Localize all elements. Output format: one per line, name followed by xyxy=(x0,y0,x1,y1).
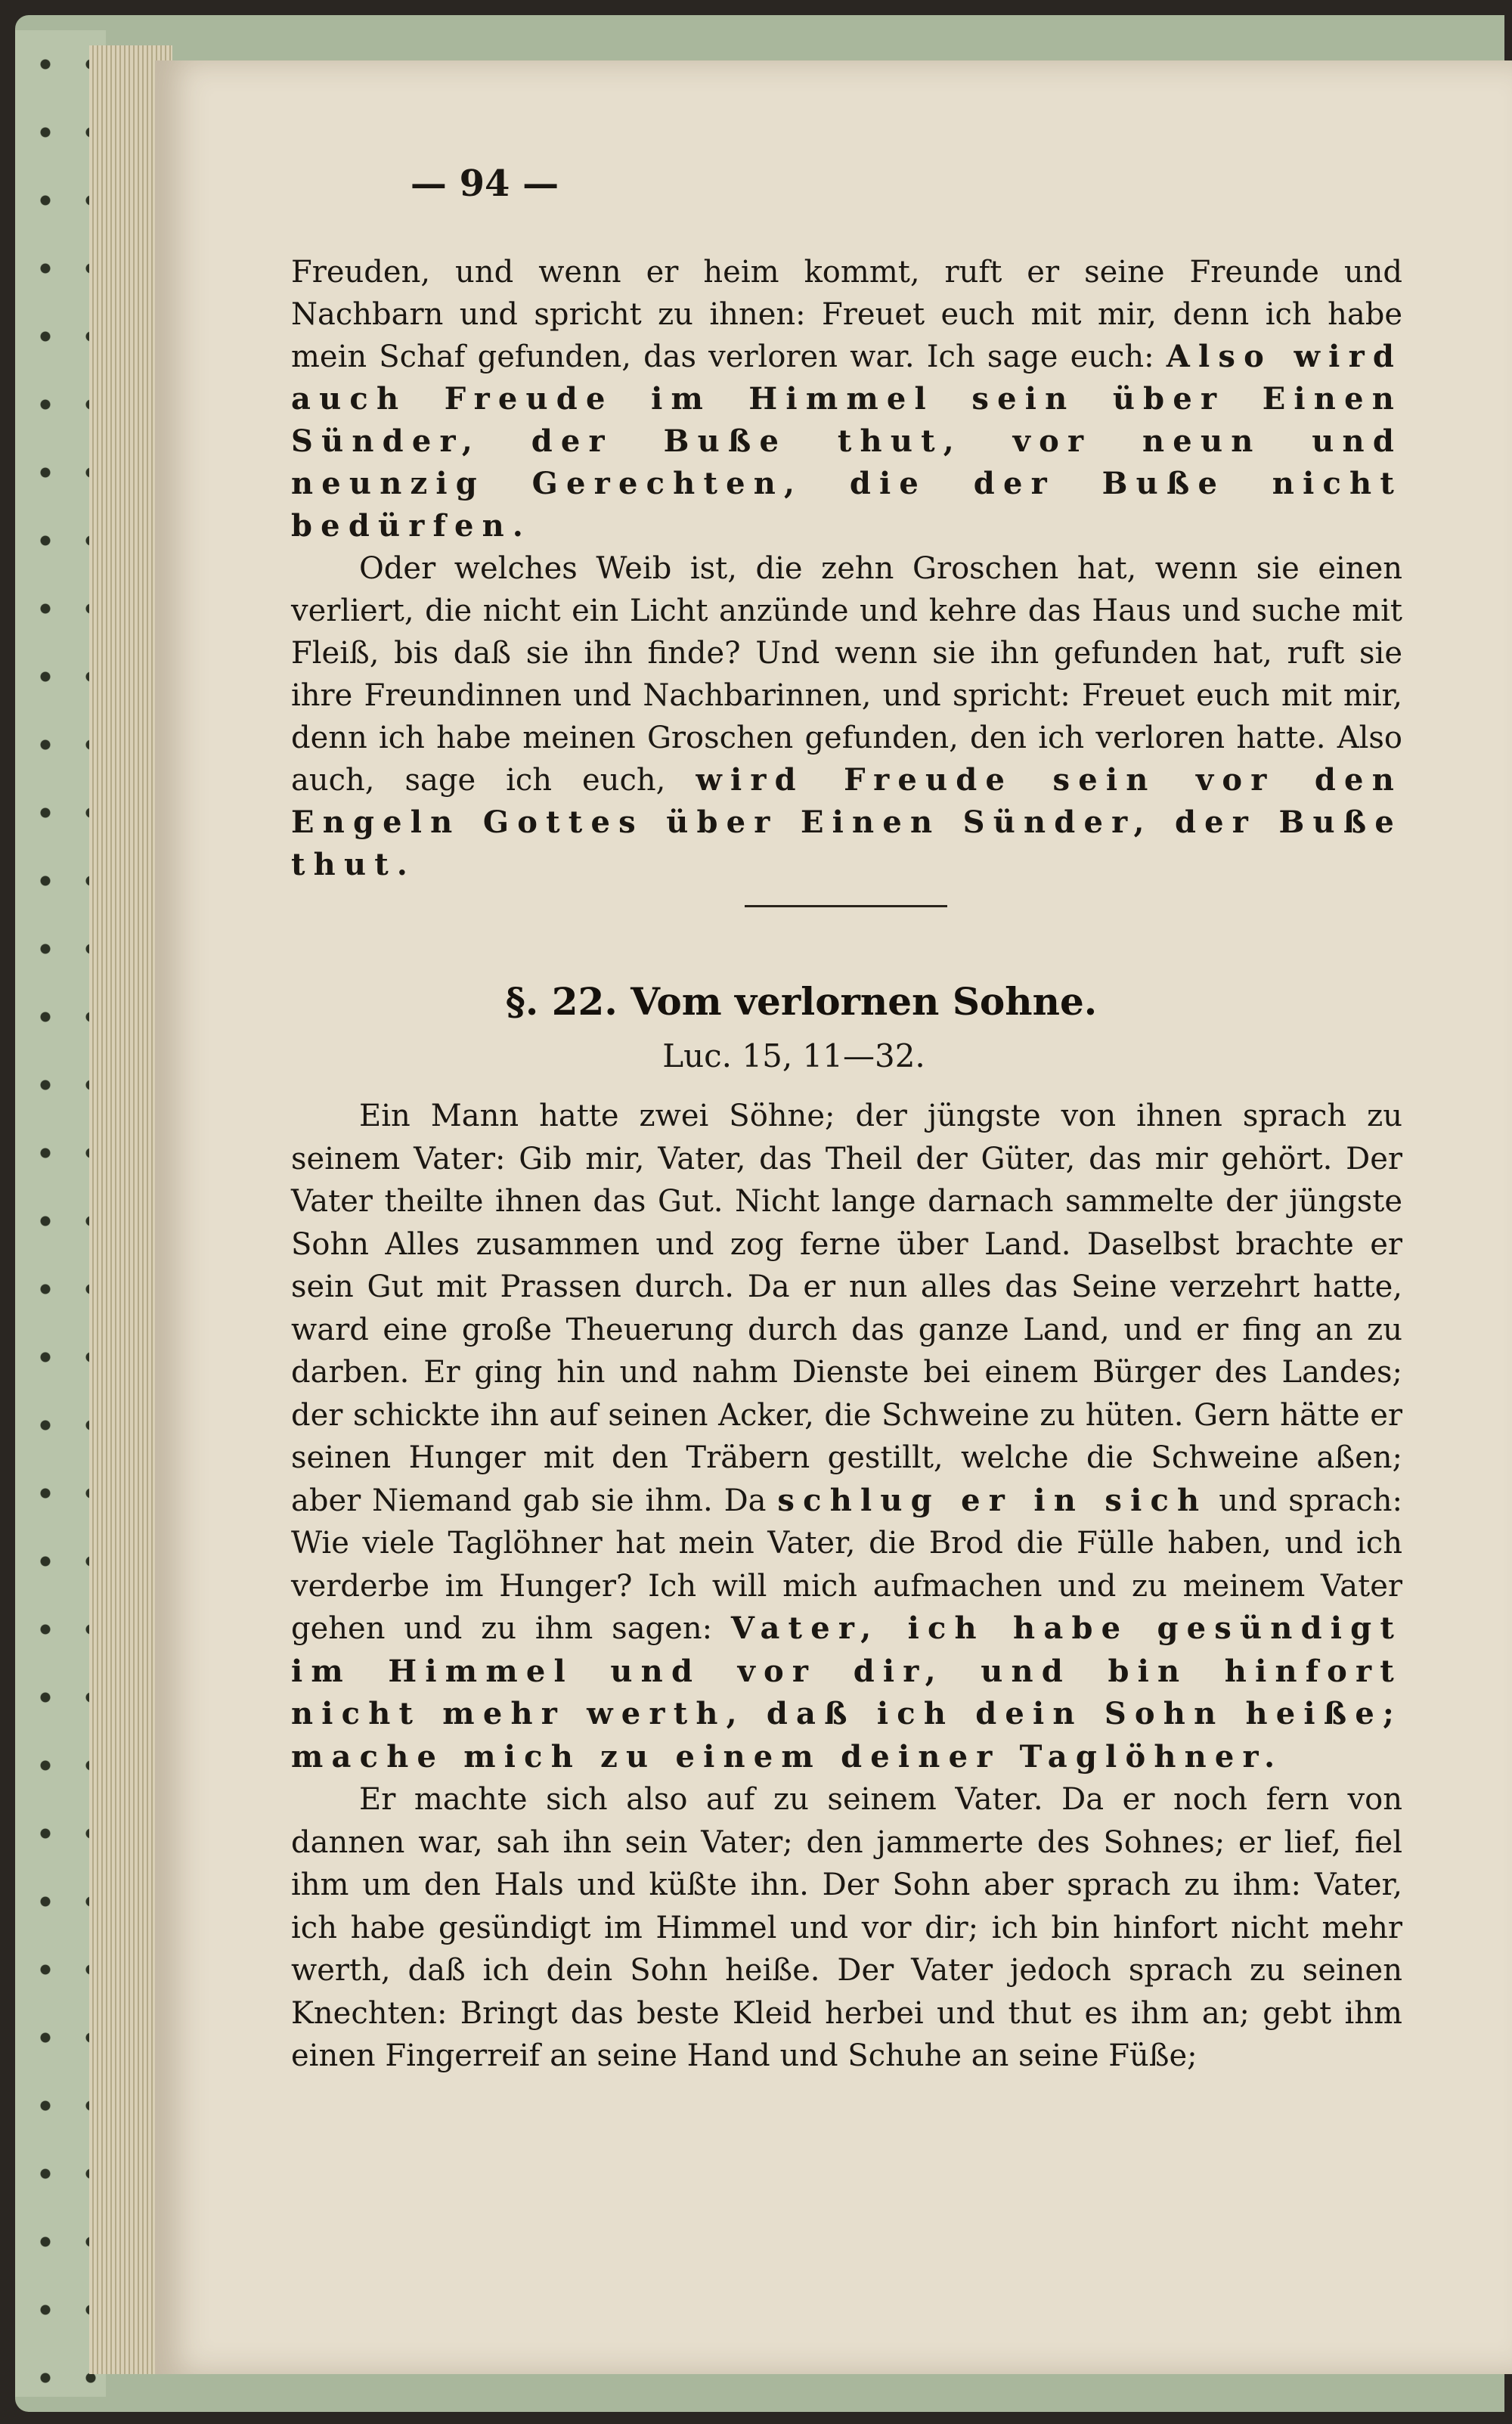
paragraph-text: Ein Mann hatte zwei Söhne; der jüngste von ihnen sprach zu seinem Vater: Gib mir, Vater, das Theil der Güter, das mir gehört. Der Vater theilte ihnen das Gut. Nicht lange darnach sammelte der jüngste Sohn Alles zusammen und zog ferne über Land. Daselbst brachte er sein Gut mit Prassen durch. Da er nun alles das Seine verzehrt hatte, ward eine große Theuerung durch das ganze Land, und er fing an zu darben. Er ging hin und nahm Dienste bei einem Bürger des Landes; der schickte ihn auf seinen Acker, die Schweine zu hüten. Gern hätte er seinen Hunger mit den Träbern gestillt, welche die Schweine aßen; aber Niemand gab sie ihm. Da xyxy=(291,1099,1402,1518)
paragraph xyxy=(291,1095,1402,1778)
scripture-reference: Luc. 15, 11—32. xyxy=(662,1037,925,1074)
passage-one xyxy=(291,251,1402,886)
emphasized-text: schlug er in sich xyxy=(777,1482,1208,1518)
emphasized-text: wird Freude sein vor den Engeln Gottes über Einen Sünder, der Buße thut. xyxy=(291,762,1402,882)
paragraph-text: Freuden, und wenn er heim kommt, ruft er seine Freunde und Nachbarn und spricht zu ihnen: Freuet euch mit mir, denn ich habe mein Schaf gefunden, das verloren war. Ich sage euch: xyxy=(291,255,1402,374)
paragraph xyxy=(291,547,1402,886)
paragraph-text: Oder welches Weib ist, die zehn Groschen hat, wenn sie einen verliert, die nicht ein Licht anzünde und kehre das Haus und suche mit Fleiß, bis daß sie ihn finde? Und wenn sie ihn gefunden hat, ruft sie ihre Freundinnen und Nachbarinnen, und spricht: Freuet euch mit mir, denn ich habe meinen Groschen gefunden, den ich verloren hatte. Also auch, sage ich euch, xyxy=(291,551,1402,798)
emphasized-text: Also wird auch Freude im Himmel sein über Einen Sünder, der Buße thut, vor neun und neunzig Gerechten, die der Buße nicht bedürfen. xyxy=(291,339,1403,544)
section-title: §. 22. Vom verlornen Sohne. xyxy=(505,979,1098,1024)
paragraph-text: und sprach: Wie viele Taglöhner hat mein Vater, die Brod die Fülle haben, und ich verderbe im Hunger? Ich will mich aufmachen und zu meinem Vater gehen und zu ihm sagen: xyxy=(291,1483,1402,1646)
paragraph xyxy=(291,1778,1402,2078)
page-number: — 94 — xyxy=(410,163,559,205)
paragraph-text: Er machte sich also auf zu seinem Vater. Da er noch fern von dannen war, sah ihn sein Vater; den jammerte des Sohnes; er lief, fiel ihm um den Hals und küßte ihn. Der Sohn aber sprach zu ihm: Vater, ich habe gesündigt im Himmel und vor dir; ich bin hinfort nicht mehr werth, daß ich dein Sohn heiße. Der Vater jedoch sprach zu seinen Knechten: Bringt das beste Kleid herbei und thut es ihm an; gebt ihm einen Fingerreif an seine Hand und Schuhe an seine Füße; xyxy=(291,1782,1402,2073)
paragraph xyxy=(291,251,1402,547)
section-divider xyxy=(745,905,947,907)
emphasized-text: Vater, ich habe gesündigt im Himmel und vor dir, und bin hinfort nicht mehr werth, daß ich dein Sohn heiße; mache mich zu einem deiner Taglöhner. xyxy=(291,1610,1402,1775)
passage-two xyxy=(291,1095,1402,2078)
